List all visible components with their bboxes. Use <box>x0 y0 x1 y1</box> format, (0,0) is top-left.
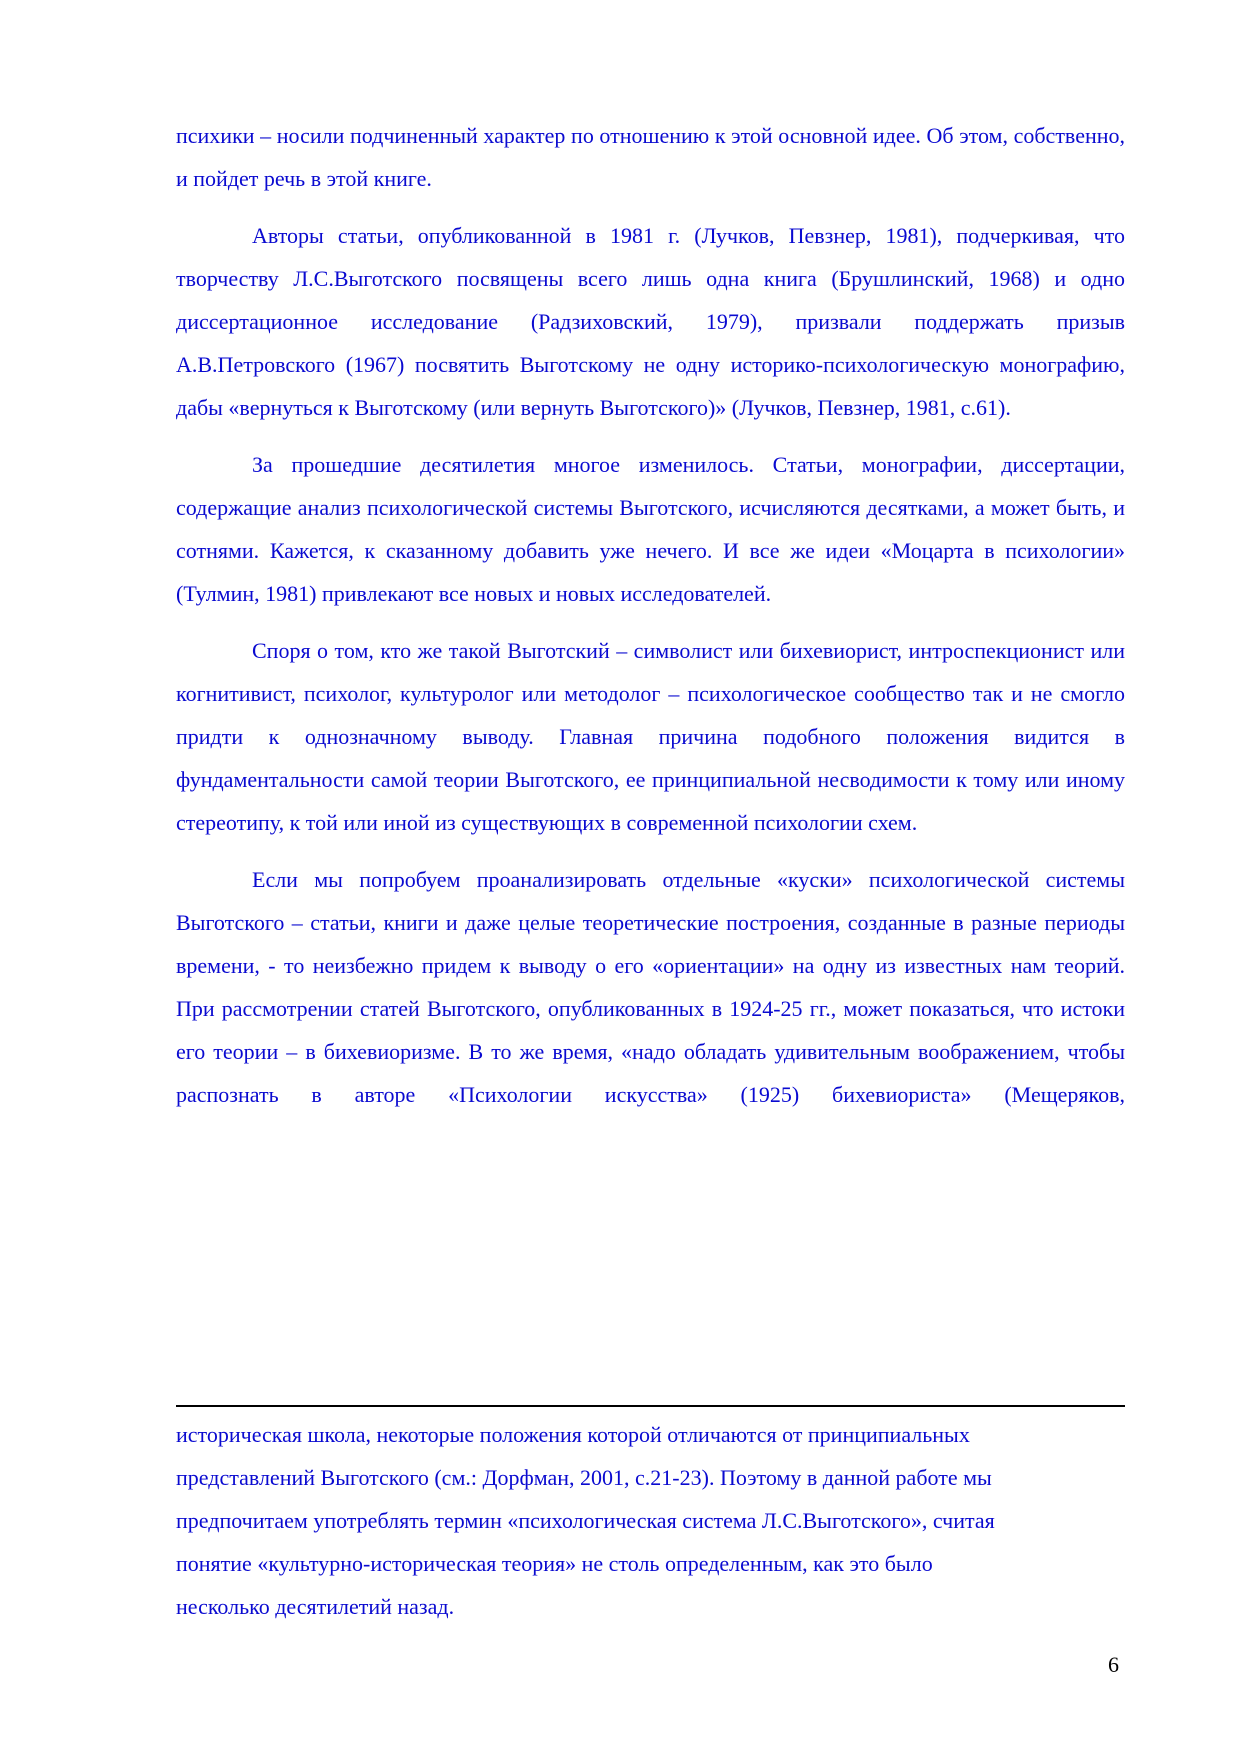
body-text <box>176 114 1125 1130</box>
paragraph-3: За прошедшие десятилетия многое изменилось. Статьи, монографии, диссертации, содержащие анализ психологической системы Выготского, исчисляются десятками, а может быть, и сотнями. Кажется, к сказанному добавить уже нечего. И все же идеи «Моцарта в психологии» (Тулмин, 1981) привлекают все новых и новых исследователей. <box>176 452 1125 606</box>
footnote-line: представлений Выготского (см.: Дорфман, 2001, с.21-23). Поэтому в данной работе мы <box>176 1465 992 1490</box>
paragraph-1: психики – носили подчиненный характер по отношению к этой основной идее. Об этом, собственно, и пойдет речь в этой книге. <box>176 123 1125 191</box>
footnote <box>176 1413 1125 1628</box>
paragraph-5: Если мы попробуем проанализировать отдельные «куски» психологической системы Выготского – статьи, книги и даже целые теоретические построения, созданные в разные периоды времени, - то неизбежно придем к выводу о его «ориентации» на одну из известных нам теорий. При рассмотрении статей Выготского, опубликованных в 1924-25 гг., может показаться, что истоки его теории – в бихевиоризме. В то же время, «надо обладать удивительным воображением, чтобы распознать в авторе «Психологии искусства» (1925) бихевиориста» (Мещеряков, <box>176 867 1125 1107</box>
paragraph-2: Авторы статьи, опубликованной в 1981 г. (Лучков, Певзнер, 1981), подчеркивая, что творчеству Л.С.Выготского посвящены всего лишь одна книга (Брушлинский, 1968) и одно диссертационное исследование (Радзиховский, 1979), призвали поддержать призыв А.В.Петровского (1967) посвятить Выготскому не одну историко-психологическую монографию, дабы «вернуться к Выготскому (или вернуть Выготского)» (Лучков, Певзнер, 1981, с.61). <box>176 223 1125 420</box>
footnote-line: предпочитаем употреблять термин «психологическая система Л.С.Выготского», считая <box>176 1508 995 1533</box>
paragraph-4: Споря о том, кто же такой Выготский – символист или бихевиорист, интроспекционист или когнитивист, психолог, культуролог или методолог – психологическое сообщество так и не смогло придти к однозначному выводу. Главная причина подобного положения видится в фундаментальности самой теории Выготского, ее принципиальной несводимости к тому или иному стереотипу, к той или иной из существующих в современной психологии схем. <box>176 638 1125 835</box>
footnote-line: понятие «культурно-историческая теория» не столь определенным, как это было <box>176 1551 933 1576</box>
footnote-line: историческая школа, некоторые положения которой отличаются от принципиальных <box>176 1422 970 1447</box>
page-number: 6 <box>1108 1652 1119 1677</box>
footnote-line: несколько десятилетий назад. <box>176 1594 455 1619</box>
footnote-separator <box>176 1405 1125 1407</box>
